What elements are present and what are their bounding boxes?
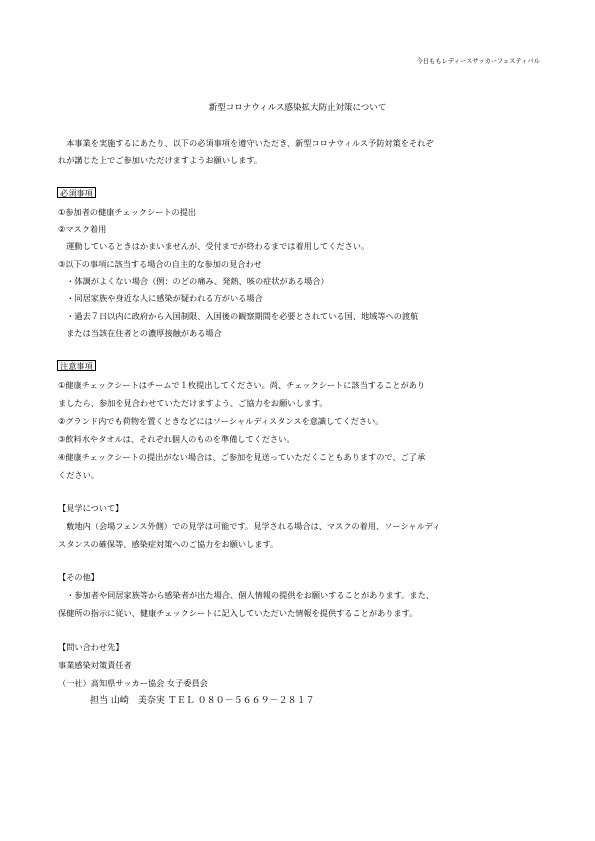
- document-title: 新型コロナウィルス感染拡大防止対策について: [208, 103, 387, 113]
- contact-responsible: 事業感染対策責任者: [58, 660, 132, 670]
- contact-organization: （一社）高知県サッカー協会 女子委員会: [58, 678, 208, 688]
- other-line: 保健所の指示に従い、健康チェックシートに記入していただいた情報を提供することがあります。: [58, 608, 418, 618]
- required-heading: 必須事項: [57, 187, 96, 198]
- intro-line: 本事業を実施するにあたり、以下の必須事項を遵守いただき、新型コロナウィルス予防対策をそれぞ: [58, 138, 434, 148]
- spectators-line: スタンスの確保等、感染症対策へのご協力をお願いします。: [58, 539, 279, 549]
- other-heading: 【その他】: [58, 572, 99, 582]
- notes-heading: 注意事項: [57, 360, 96, 371]
- spectators-line: 敷地内（会場フェンス外側）での見学は可能です。見学される場合は、マスクの着用、ソーシャルディ: [58, 521, 441, 531]
- required-line: ・体調がよくない場合（例：のどの痛み、発熱、咳の症状がある場合）: [58, 276, 329, 286]
- spectators-heading: 【見学について】: [58, 503, 124, 513]
- required-line: ①参加者の健康チェックシートの提出: [58, 207, 197, 217]
- required-line: ③以下の事項に該当する場合の自主的な参加の見合わせ: [58, 259, 262, 269]
- notes-line: ②グランド内でも荷物を置くときなどにはソーシャルディスタンスを意識してください。: [58, 416, 384, 426]
- notes-line: ください。: [58, 470, 99, 480]
- header-event-name: 今日ももレディースサッカーフェスティバル: [416, 58, 540, 65]
- notes-line: ①健康チェックシートはチームで１枚提出してください。尚、チェックシートに該当することがあり: [58, 380, 426, 390]
- required-line: 運動しているときはかまいませんが、受付までが終わるまでは着用してください。: [58, 241, 370, 251]
- notes-line: ましたら、参加を見合わせていただけますよう、ご協力をお願いします。: [58, 398, 328, 408]
- notes-line: ④健康チェックシートの提出がない場合は、ご参加を見送っていただくこともありますので、ご了承: [58, 452, 426, 462]
- contact-heading: 【問い合わせ先】: [58, 642, 124, 652]
- other-line: ・参加者や同居家族等から感染者が出た場合、個人情報の提供をお願いすることがあります。また、: [58, 590, 434, 600]
- required-line: または当該在住者との濃厚接触がある場合: [58, 328, 222, 338]
- required-line: ・過去７日以内に政府から入国制限、入国後の観察期間を必要とされている国、地域等への渡航: [58, 311, 419, 321]
- contact-person-phone: 担当 山崎 美奈実 ＴＥＬ ０８０－５６６９－２８１７: [90, 696, 315, 706]
- required-line: ・同居家族や身近な人に感染が疑われる方がいる場合: [58, 293, 263, 303]
- notes-line: ③飲料水やタオルは、それぞれ個人のものを準備してください。: [58, 434, 295, 444]
- required-line: ②マスク着用: [58, 224, 107, 234]
- intro-line: れが講じた上でご参加いただけますようお願いします。: [58, 155, 263, 165]
